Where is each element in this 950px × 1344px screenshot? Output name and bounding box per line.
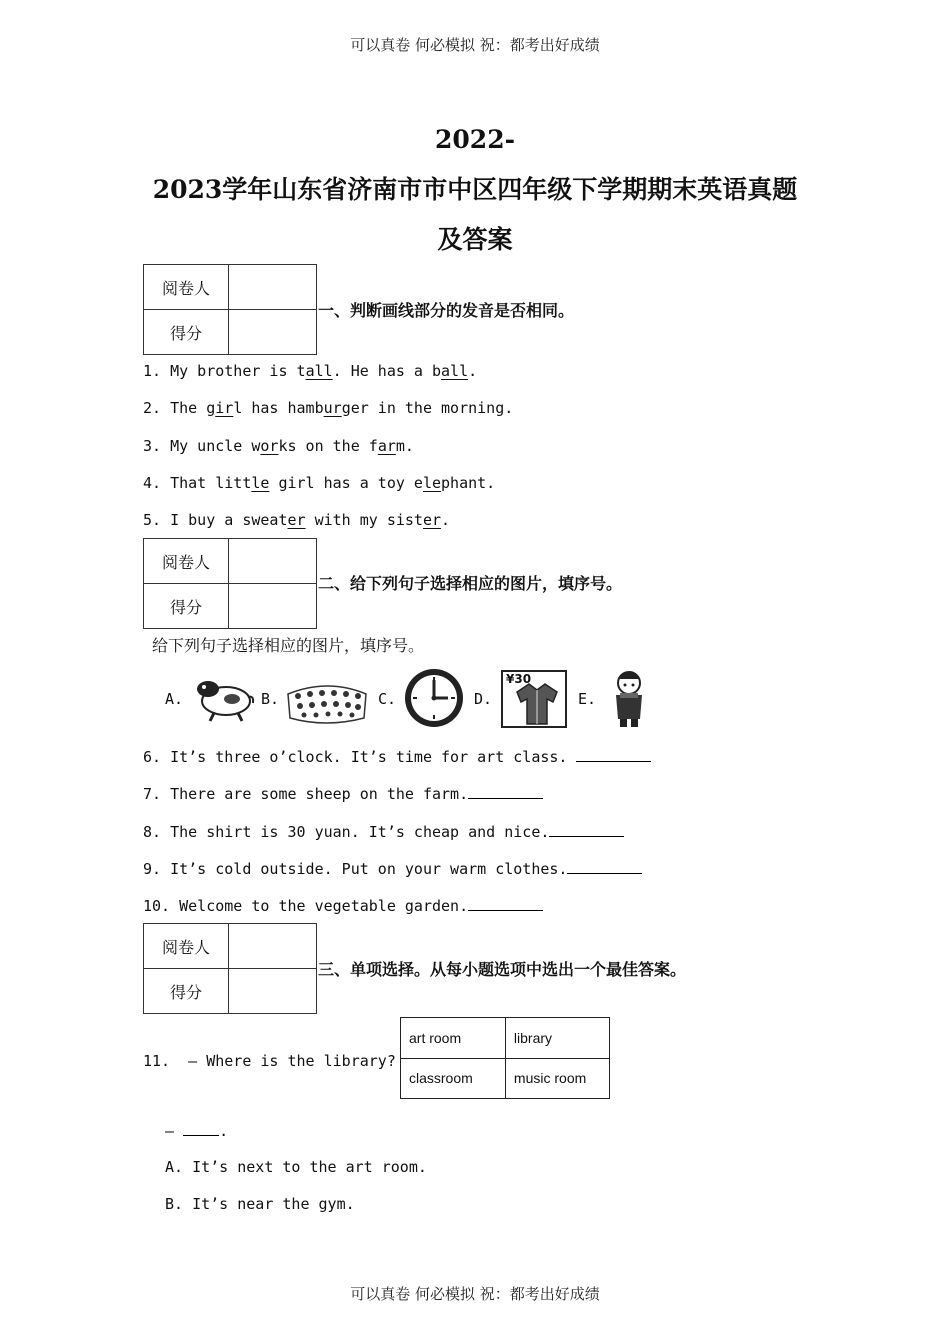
title-line-1: 2022-	[435, 125, 515, 154]
q5-underline-b: er	[422, 511, 442, 529]
sheep-image	[190, 673, 256, 723]
q1-text-b: . He has a b	[332, 362, 442, 380]
q10-text: 10. Welcome to the vegetable garden.	[143, 897, 469, 915]
q8-answer-blank[interactable]	[549, 822, 624, 837]
q1-text-a: 1. My brother is t	[143, 362, 306, 380]
q11-dash: —	[165, 1122, 184, 1140]
q3-text-c: m.	[395, 437, 414, 455]
section-3-heading: 三、单项选择。从每小题选项中选出一个最佳答案。	[318, 960, 687, 979]
q5-text-c: .	[441, 511, 451, 529]
q4-underline-b: le	[422, 474, 442, 492]
q6-answer-blank[interactable]	[576, 747, 651, 762]
shirt-image	[501, 670, 567, 728]
reviewer-cell[interactable]	[229, 924, 317, 969]
q4-underline-a: le	[251, 474, 270, 492]
q9-text: 9. It’s cold outside. Put on your warm clothes.	[143, 860, 568, 878]
reviewer-cell[interactable]	[229, 265, 317, 310]
q8-text: 8. The shirt is 30 yuan. It’s cheap and nice.	[143, 823, 550, 841]
question-8	[143, 822, 624, 841]
reviewer-cell[interactable]	[229, 539, 317, 584]
score-cell[interactable]	[229, 310, 317, 355]
q2-text-a: 2. The g	[143, 399, 216, 417]
q1-text-c: .	[468, 362, 478, 380]
q5-underline-a: er	[287, 511, 306, 529]
shirt-icon	[513, 680, 561, 726]
vegetable-garden-image	[284, 676, 370, 724]
q4-text-c: phant.	[441, 474, 496, 492]
room-cell: classroom	[401, 1058, 506, 1099]
question-4	[143, 474, 495, 492]
q7-text: 7. There are some sheep on the farm.	[143, 785, 469, 803]
q2-underline-a: ir	[215, 399, 234, 417]
q3-underline-a: or	[260, 437, 279, 455]
q2-text-b: l has hamb	[233, 399, 324, 417]
q11-dot: .	[219, 1122, 229, 1140]
section-2-instruction: 给下列句子选择相应的图片，填序号。	[152, 636, 425, 655]
q6-text: 6. It’s three o’clock. It’s time for art class.	[143, 748, 577, 766]
room-cell: music room	[505, 1058, 609, 1099]
q1-underline-b: all	[441, 362, 469, 380]
q1-underline-a: all	[305, 362, 333, 380]
grader-box-1	[143, 264, 317, 355]
title-line-2: 2023学年山东省济南市市中区四年级下学期期末英语真题	[152, 175, 798, 204]
option-b-label: B.	[261, 690, 280, 708]
q9-answer-blank[interactable]	[567, 859, 642, 874]
q11-answer-blank[interactable]	[183, 1121, 219, 1136]
option-a-label: A.	[165, 690, 184, 708]
score-label: 得分	[144, 969, 229, 1014]
question-1	[143, 362, 477, 380]
q4-text-b: girl has a toy e	[269, 474, 423, 492]
clock-image	[403, 667, 465, 729]
grader-box-3	[143, 923, 317, 1014]
q3-text-b: ks on the f	[278, 437, 378, 455]
option-e-label: E.	[578, 690, 597, 708]
q7-answer-blank[interactable]	[468, 784, 543, 799]
section-1-heading: 一、判断画线部分的发音是否相同。	[318, 301, 575, 320]
question-6	[143, 747, 651, 766]
grader-box-2	[143, 538, 317, 629]
question-2	[143, 399, 513, 417]
room-cell: library	[505, 1018, 609, 1059]
q3-text-a: 3. My uncle w	[143, 437, 261, 455]
page-footer: 可以真卷 何必模拟 祝：都考出好成绩	[350, 1285, 600, 1303]
q10-answer-blank[interactable]	[468, 896, 543, 911]
reviewer-label: 阅卷人	[144, 539, 229, 584]
question-11-option-a[interactable]: A. It’s next to the art room.	[165, 1158, 427, 1176]
room-map-table	[400, 1017, 610, 1099]
question-11-answer-line	[165, 1121, 228, 1140]
q5-text-a: 5. I buy a sweat	[143, 511, 288, 529]
question-3	[143, 437, 414, 455]
score-cell[interactable]	[229, 969, 317, 1014]
section-2-heading: 二、给下列句子选择相应的图片，填序号。	[318, 574, 623, 593]
question-9	[143, 859, 642, 878]
question-11-stem: 11. — Where is the library?	[143, 1052, 396, 1070]
title-line-3: 及答案	[437, 225, 513, 254]
question-5	[143, 511, 450, 529]
reviewer-label: 阅卷人	[144, 265, 229, 310]
room-cell: art room	[401, 1018, 506, 1059]
warm-clothes-kid-image	[606, 667, 652, 729]
option-d-label: D.	[474, 690, 493, 708]
page-header: 可以真卷 何必模拟 祝：都考出好成绩	[350, 36, 600, 54]
q2-text-c: ger in the morning.	[341, 399, 514, 417]
reviewer-label: 阅卷人	[144, 924, 229, 969]
q4-text-a: 4. That litt	[143, 474, 252, 492]
score-cell[interactable]	[229, 584, 317, 629]
q2-underline-b: ur	[323, 399, 342, 417]
option-c-label: C.	[378, 690, 397, 708]
question-11-option-b[interactable]: B. It’s near the gym.	[165, 1195, 355, 1213]
q5-text-b: with my sist	[305, 511, 423, 529]
question-10	[143, 896, 543, 915]
score-label: 得分	[144, 584, 229, 629]
price-tag: ¥30	[506, 672, 532, 686]
score-label: 得分	[144, 310, 229, 355]
question-7	[143, 784, 543, 803]
q3-underline-b: ar	[377, 437, 396, 455]
